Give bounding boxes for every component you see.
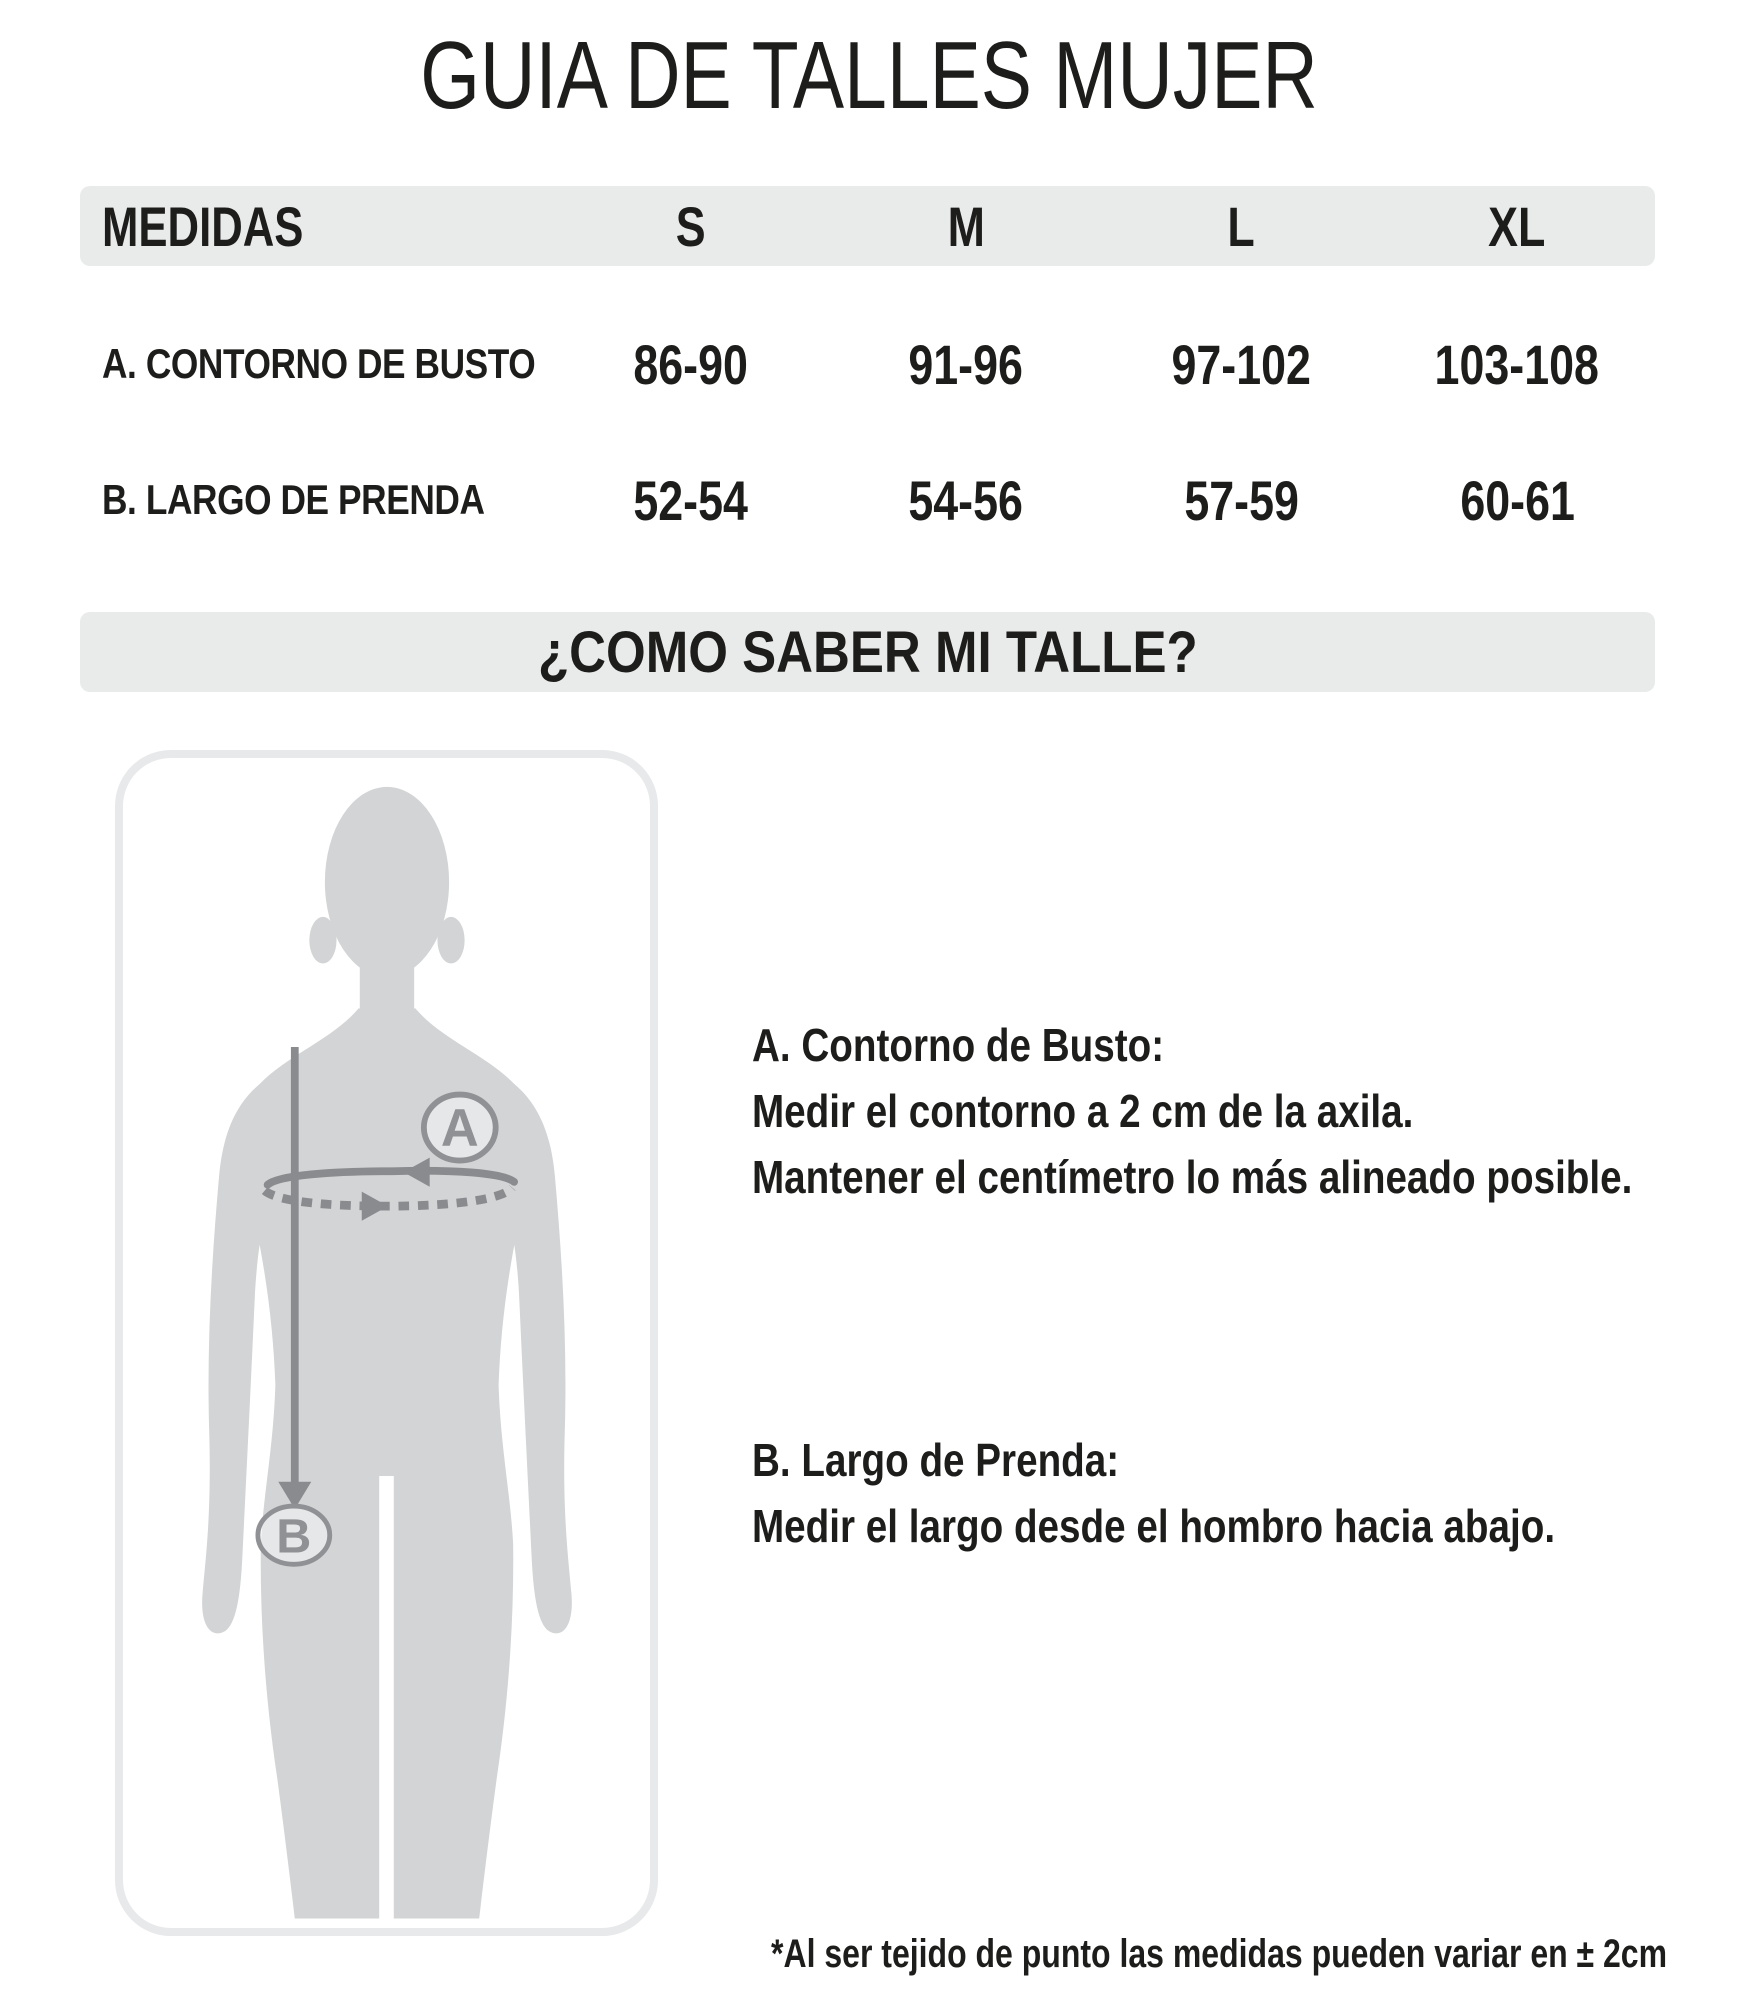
table-row-length [80, 460, 1655, 540]
measurement-diagram-frame [115, 750, 658, 1936]
row-length-value-l: 57-59 [1184, 468, 1299, 532]
footnote: *Al ser tejido de punto las medidas pueden variar en ± 2cm [770, 1932, 1667, 1976]
marker-a-label: A [440, 1099, 479, 1158]
header-cell-m: M [947, 194, 985, 258]
header-cell-s: S [675, 194, 706, 258]
row-bust-value-m: 91-96 [908, 332, 1024, 396]
header-cell-l: L [1227, 194, 1256, 258]
instruction-length [752, 1427, 1708, 1559]
instruction-bust [752, 1012, 1739, 1210]
row-length-label: B. LARGO DE PRENDA [102, 476, 485, 523]
silhouette-ear-left [309, 917, 336, 964]
row-length-value-xl: 60-61 [1459, 468, 1575, 532]
page-title-text: GUIA DE TALLES MUJER [420, 22, 1319, 129]
silhouette-neck [360, 913, 414, 1022]
instruction-bust-line2: Mantener el centímetro lo más alineado posible. [752, 1151, 1633, 1203]
body-measurement-diagram [123, 758, 650, 1928]
row-bust-value-l: 97-102 [1171, 332, 1312, 396]
row-bust-value-xl: 103-108 [1434, 332, 1600, 396]
row-bust-value-s: 86-90 [633, 332, 748, 396]
page-title [0, 22, 1739, 129]
instruction-bust-line1: Medir el contorno a 2 cm de la axila. [752, 1085, 1414, 1137]
header-cell-xl: XL [1488, 194, 1546, 258]
instruction-length-line1: Medir el largo desde el hombro hacia abajo. [752, 1500, 1556, 1552]
table-row-bust [80, 324, 1655, 404]
row-bust-label: A. CONTORNO DE BUSTO [102, 340, 536, 387]
size-table-header [80, 186, 1655, 266]
how-to-band-title: ¿COMO SABER MI TALLE? [537, 619, 1198, 685]
row-length-value-s: 52-54 [633, 468, 748, 532]
marker-b-label: B [276, 1509, 312, 1564]
silhouette-ear-right [437, 917, 464, 964]
instruction-length-heading: B. Largo de Prenda: [752, 1434, 1120, 1486]
row-length-value-m: 54-56 [908, 468, 1024, 532]
how-to-band [80, 612, 1655, 692]
female-silhouette [202, 787, 572, 1919]
instruction-bust-heading: A. Contorno de Busto: [752, 1019, 1165, 1071]
header-cell-medidas: MEDIDAS [102, 194, 304, 258]
